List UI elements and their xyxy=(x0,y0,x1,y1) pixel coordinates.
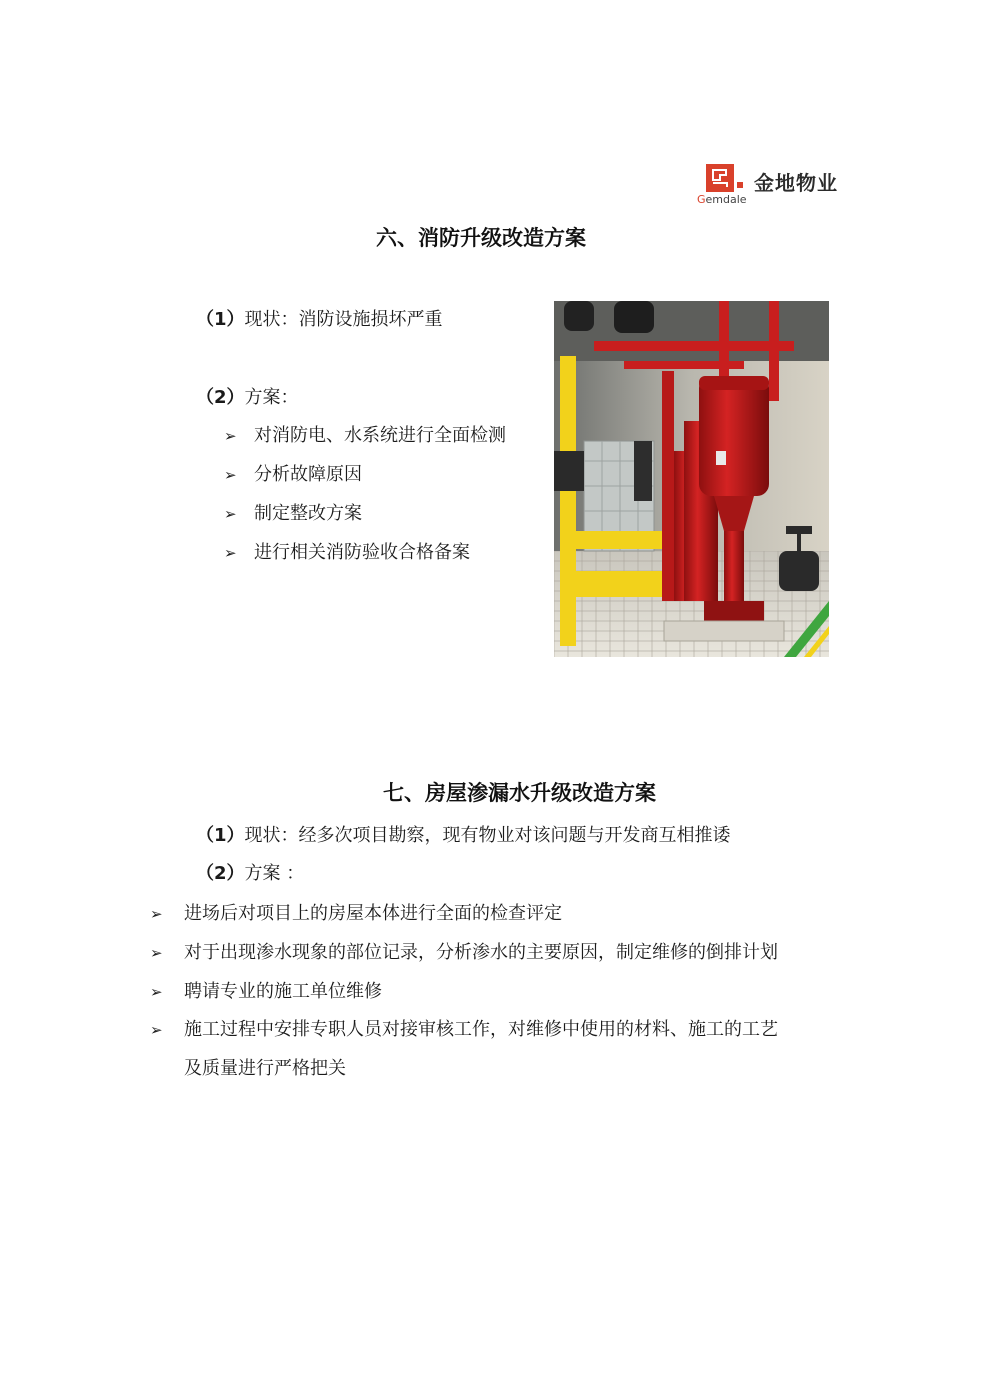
section6-bullet-1: 对消防电、水系统进行全面检测 xyxy=(254,425,506,446)
fire-pump-room-photo xyxy=(554,301,829,657)
section7-bullet-1: 进场后对项目上的房屋本体进行全面的检查评定 xyxy=(184,903,562,924)
logo-subtitle: Gemdale xyxy=(697,193,747,206)
section7-title: 七、房屋渗漏水升级改造方案 xyxy=(383,781,656,805)
arrowhead-bullet-icon: ➢ xyxy=(150,905,163,923)
arrowhead-bullet-icon: ➢ xyxy=(224,505,237,523)
section6-bullet-2: 分析故障原因 xyxy=(254,464,362,485)
section7-status: （1）现状：经多次项目勘察，现有物业对该问题与开发商互相推诿 xyxy=(196,825,731,846)
arrowhead-bullet-icon: ➢ xyxy=(224,544,237,562)
section6-plan: （2）方案： xyxy=(196,387,299,408)
arrowhead-bullet-icon: ➢ xyxy=(224,466,237,484)
company-logo xyxy=(697,160,847,210)
arrowhead-bullet-icon: ➢ xyxy=(224,427,237,445)
section6-status: （1）现状：消防设施损坏严重 xyxy=(196,309,443,330)
section6-title: 六、消防升级改造方案 xyxy=(376,226,586,250)
section7-plan: （2）方案 ： xyxy=(196,863,305,884)
section7-bullet-4: 施工过程中安排专职人员对接审核工作，对维修中使用的材料、施工的工艺 xyxy=(184,1019,778,1040)
logo-dot xyxy=(737,182,743,188)
section6-bullet-4: 进行相关消防验收合格备案 xyxy=(254,542,470,563)
section7-bullet-4-continued: 及质量进行严格把关 xyxy=(184,1058,346,1079)
arrowhead-bullet-icon: ➢ xyxy=(150,944,163,962)
logo-name: 金地物业 xyxy=(754,171,838,195)
arrowhead-bullet-icon: ➢ xyxy=(150,1021,163,1039)
section7-bullet-3: 聘请专业的施工单位维修 xyxy=(184,981,382,1002)
section6-bullet-3: 制定整改方案 xyxy=(254,503,362,524)
section7-bullet-2: 对于出现渗水现象的部位记录，分析渗水的主要原因，制定维修的倒排计划 xyxy=(184,942,778,963)
logo-mark-icon xyxy=(706,164,734,192)
arrowhead-bullet-icon: ➢ xyxy=(150,983,163,1001)
